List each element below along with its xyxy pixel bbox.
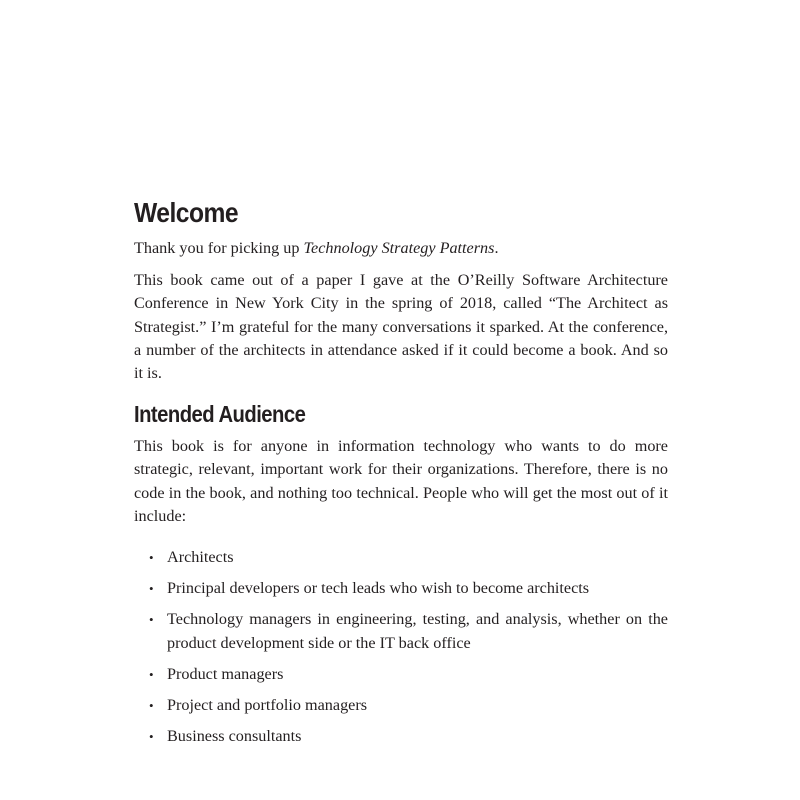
bullet-icon: • [149,581,154,597]
welcome-intro-suffix: . [494,239,499,257]
welcome-intro [134,237,668,260]
list-item-text: Architects [167,548,234,567]
audience-paragraph: This book is for anyone in information technology who wants to do more strategic, relevant, important work for their organizations. Therefore, there is no code in the book, and nothing too technical. People who will get the most out of it include: [134,437,668,525]
list-item-text: Technology managers in engineering, testing, and analysis, whether on the product development side or the IT back office [167,610,668,652]
list-item-text: Principal developers or tech leads who wish to become architects [167,579,590,598]
list-item [134,577,668,600]
welcome-intro-prefix: Thank you for picking up [134,239,304,257]
welcome-heading: Welcome [134,197,239,228]
list-item [134,546,668,569]
list-item [134,725,668,748]
list-item [134,663,668,686]
list-item [134,608,668,654]
bullet-icon: • [149,698,154,714]
list-item-text: Project and portfolio managers [167,696,368,715]
book-title: Technology Strategy Patterns [303,239,495,257]
list-item-text: Product managers [167,664,284,683]
bullet-icon: • [149,729,154,745]
bullet-icon: • [149,666,154,682]
list-item-text: Business consultants [167,727,302,746]
bullet-icon: • [149,550,154,566]
bullet-icon: • [149,612,154,628]
audience-heading: Intended Audience [134,401,306,428]
page-content [134,195,668,756]
audience-list [134,546,668,748]
list-item [134,694,668,717]
welcome-paragraph: This book came out of a paper I gave at the O’Reilly Software Architecture Conference in New York City in the spring of 2018, called “The Architect as Strategist.” I’m grateful for the many conversations it sparked. At the conference, a number of the architects in attendance asked if it could become a book. And so it is. [134,271,668,383]
